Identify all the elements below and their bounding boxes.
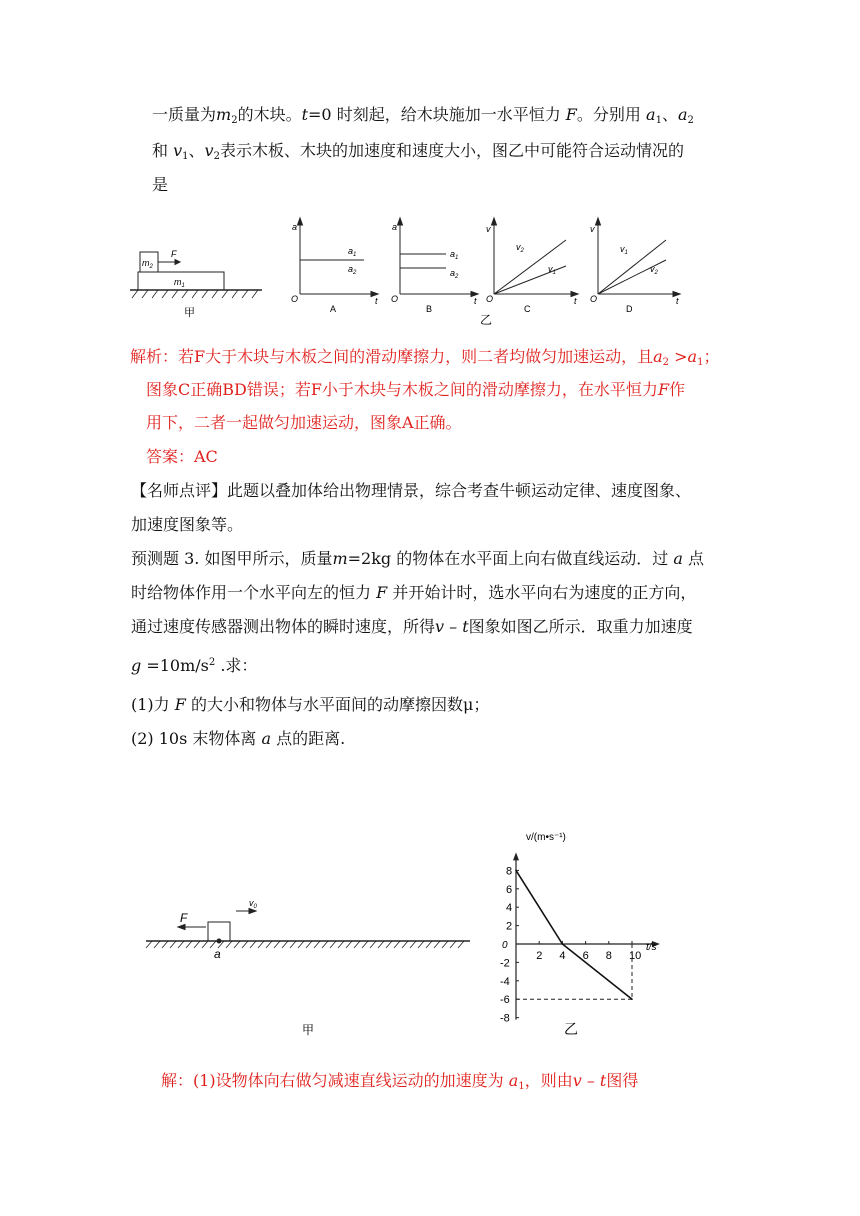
hatch-mark xyxy=(186,941,192,948)
y-tick-label: -4 xyxy=(500,975,510,988)
curve-label: $a_2$ xyxy=(450,268,459,280)
hatch-mark xyxy=(378,941,384,948)
hatch-mark xyxy=(354,941,360,948)
analysis-line2 xyxy=(146,379,685,401)
x-axis-label: t xyxy=(375,296,378,306)
hatch-mark xyxy=(266,941,272,948)
hatch-mark xyxy=(242,941,248,948)
x-tick-label: 8 xyxy=(605,950,612,962)
curve-label: $a_1$ xyxy=(450,249,459,261)
text: 并开始计时，选水平向右为速度的正方向， xyxy=(392,583,697,602)
curve-label: $v_2$ xyxy=(650,264,658,276)
sub: 2 xyxy=(687,115,694,126)
origin-label: O xyxy=(291,294,299,304)
text: 的大小和物体与水平面间的动摩擦因数μ； xyxy=(190,695,490,714)
var: a xyxy=(653,347,663,366)
chart-y-axis-label: v/(m•s⁻¹) xyxy=(526,832,566,843)
chart-x-axis-label: t/s xyxy=(646,942,657,953)
question1 xyxy=(131,694,489,716)
var: t xyxy=(301,105,309,124)
var: m xyxy=(332,549,348,568)
problem2-line1 xyxy=(152,104,694,132)
graph-letter: D xyxy=(626,304,633,314)
comment-line2 xyxy=(131,514,243,536)
m2-label: $m_2$ xyxy=(142,258,153,270)
hatch-mark xyxy=(146,941,152,948)
graph-letter: C xyxy=(524,304,531,314)
force-label: F xyxy=(180,911,188,925)
figure2 xyxy=(0,830,860,1060)
text: (2) 10s 末物体离 xyxy=(131,729,257,748)
block xyxy=(208,922,230,941)
text: 用下，二者一起做匀加速运动，图象A正确。 xyxy=(146,413,462,432)
y-axis-label: v xyxy=(486,224,491,234)
y-tick-label: -8 xyxy=(500,1012,510,1025)
text: 和 xyxy=(152,141,169,160)
curve-label: $v_2$ xyxy=(516,242,524,254)
hatch-mark xyxy=(258,941,264,948)
hatch-mark xyxy=(234,941,240,948)
hatch-mark xyxy=(450,941,456,948)
hatch-mark xyxy=(194,941,200,948)
figure1 xyxy=(0,212,860,332)
hatch-mark xyxy=(306,941,312,948)
problem3-line1 xyxy=(131,548,704,570)
hatch-mark xyxy=(418,941,424,948)
vt-series-line xyxy=(516,870,632,999)
hatch-mark xyxy=(434,941,440,948)
graph-letter: A xyxy=(330,304,337,314)
hatch-mark xyxy=(394,941,400,948)
answer-line xyxy=(146,446,218,468)
text: 是 xyxy=(152,175,169,194)
text: 、 xyxy=(188,141,205,160)
var: v xyxy=(204,141,214,160)
sub: 1 xyxy=(655,115,662,126)
x-tick-label: 2 xyxy=(536,950,543,962)
sub: 2 xyxy=(213,151,220,162)
var: F xyxy=(657,380,670,399)
var: a xyxy=(508,1071,519,1090)
jia-label-1: 甲 xyxy=(184,307,195,319)
text: 【名师点评】此题以叠加体给出物理情景，综合考查牛顿运动定律、速度图象、 xyxy=(131,481,692,500)
text: 解析：若F大于木块与木板之间的滑动摩擦力，则二者均做匀加速运动，且 xyxy=(130,347,654,366)
var: m xyxy=(216,105,232,124)
sub: 2 xyxy=(662,357,670,368)
graph-letter: B xyxy=(426,304,433,314)
text: 作 xyxy=(669,380,686,399)
y-tick-label: -6 xyxy=(500,994,510,1007)
hatch-mark xyxy=(362,941,368,948)
var: v – t xyxy=(435,617,469,636)
hatch-mark xyxy=(170,941,176,948)
var: F xyxy=(174,695,186,714)
text: 图象C正确BD错误；若F小于木块与木板之间的滑动摩擦力，在水平恒力 xyxy=(146,380,658,399)
hatch-mark xyxy=(290,941,296,948)
y-axis-label: a xyxy=(392,222,398,232)
problem2-line3 xyxy=(152,174,168,196)
hatch-mark xyxy=(314,941,320,948)
text: 加速度图象等。 xyxy=(131,515,244,534)
curve-label: $v_1$ xyxy=(620,244,628,256)
hatch-mark xyxy=(426,941,432,948)
text: 一质量为 xyxy=(152,105,217,124)
vt-data-point xyxy=(562,943,564,945)
sub: 1 xyxy=(518,1081,525,1092)
question2 xyxy=(131,728,345,750)
problem3-line4 xyxy=(131,652,257,677)
text: 解：(1)设物体向右做匀减速直线运动的加速度为 xyxy=(161,1071,504,1090)
jia-label-2: 甲 xyxy=(302,1023,315,1037)
m1-label: $m_1$ xyxy=(174,277,185,289)
hatch-mark xyxy=(298,941,304,948)
text: (1)力 xyxy=(131,695,170,714)
comment-line1 xyxy=(131,480,691,502)
x-axis-label: t xyxy=(474,296,477,306)
solution-line xyxy=(161,1070,638,1098)
y-tick-label: 6 xyxy=(506,883,513,896)
graph-d xyxy=(590,218,680,314)
text: 图象如图乙所示．取重力加速度 xyxy=(468,617,693,636)
text: 。分别用 xyxy=(576,105,641,124)
y-tick-label: 2 xyxy=(506,920,513,933)
problem3-line2 xyxy=(131,582,696,604)
text: ，则由 xyxy=(524,1071,573,1090)
hatch-mark xyxy=(178,941,184,948)
text: 、 xyxy=(661,105,678,124)
problem2-line2 xyxy=(152,140,684,168)
force-label: F xyxy=(171,249,177,259)
hatch-mark xyxy=(282,941,288,948)
hatch-mark xyxy=(346,941,352,948)
var: g xyxy=(131,656,142,675)
analysis-line3 xyxy=(146,412,462,434)
x-tick-label: 6 xyxy=(582,950,589,962)
hatch-mark xyxy=(442,941,448,948)
yi-label-2: 乙 xyxy=(564,1021,578,1037)
var: a xyxy=(677,105,688,124)
hatch-mark xyxy=(338,941,344,948)
text: 图得 xyxy=(606,1071,639,1090)
sub: 1 xyxy=(182,151,189,162)
var: F xyxy=(565,105,577,124)
graph-c xyxy=(486,218,578,314)
x-axis-label: t xyxy=(676,296,679,306)
var: F xyxy=(376,583,388,602)
problem3-line3 xyxy=(131,616,693,638)
text: 表示木板、木块的加速度和速度大小，图乙中可能符合运动情况的 xyxy=(219,141,684,160)
block-diagram xyxy=(130,252,262,298)
text: 通过速度传感器测出物体的瞬时速度，所得 xyxy=(131,617,436,636)
y-axis-label: a xyxy=(292,222,298,232)
hatch-mark xyxy=(370,941,376,948)
var: v xyxy=(173,141,183,160)
hatch-mark xyxy=(226,941,232,948)
text: > xyxy=(669,347,688,366)
point-a-label: a xyxy=(214,947,221,961)
sup: 2 xyxy=(208,657,216,668)
hatch-mark xyxy=(386,941,392,948)
vt-data-point xyxy=(631,998,633,1000)
vt-chart xyxy=(500,852,660,1024)
graph-a xyxy=(291,218,378,314)
analysis-line1 xyxy=(130,346,719,374)
origin-label: O xyxy=(391,294,399,304)
var: a xyxy=(646,105,656,124)
hatch-mark xyxy=(402,941,408,948)
chart-origin-label: 0 xyxy=(502,940,508,951)
text: 点的距离. xyxy=(276,729,346,748)
text: =2kg 的物体在水平面上向右做直线运动．过 xyxy=(347,549,669,568)
y-tick-label: -2 xyxy=(500,957,510,970)
y-axis-label: v xyxy=(590,224,595,234)
text: ； xyxy=(703,347,720,366)
text: 预测题 3. 如图甲所示，质量 xyxy=(131,549,333,568)
curve-label: $a_2$ xyxy=(348,264,357,276)
hatch-mark xyxy=(202,941,208,948)
hatch-mark xyxy=(154,941,160,948)
y-tick-label: 8 xyxy=(506,865,513,878)
sub: 2 xyxy=(231,115,238,126)
ground-hatch xyxy=(146,941,464,948)
vt-data-point xyxy=(515,870,517,872)
text: 的木块。 xyxy=(237,105,302,124)
text: =10m/s xyxy=(141,656,209,675)
hatch-mark xyxy=(330,941,336,948)
text: 点 xyxy=(687,549,704,568)
origin-label: O xyxy=(486,294,494,304)
text: =0 时刻起，给木块施加一水平恒力 xyxy=(308,105,561,124)
curve-label: $v_1$ xyxy=(548,264,556,276)
var: a xyxy=(673,549,683,568)
hatch-mark xyxy=(458,941,464,948)
yi-label-1: 乙 xyxy=(480,313,493,327)
hatch-mark xyxy=(410,941,416,948)
hatch-mark xyxy=(162,941,168,948)
v0-label: $v_0$ xyxy=(249,898,257,910)
curve-label: $a_1$ xyxy=(348,246,357,258)
hatch-mark xyxy=(322,941,328,948)
origin-label: O xyxy=(590,294,598,304)
text: 时给物体作用一个水平向左的恒力 xyxy=(131,583,372,602)
x-tick-label: 4 xyxy=(559,950,566,962)
x-tick-label: 10 xyxy=(629,950,642,962)
block-scene xyxy=(146,909,470,949)
chart-y-arrow xyxy=(513,852,519,860)
x-axis-label: t xyxy=(574,296,577,306)
text: .求： xyxy=(215,656,258,675)
answer: 答案：AC xyxy=(146,447,218,466)
var: a xyxy=(261,729,272,748)
var: a xyxy=(687,347,698,366)
y-tick-label: 4 xyxy=(506,902,513,915)
var: v – t xyxy=(572,1071,607,1090)
hatch-mark xyxy=(274,941,280,948)
graph-b xyxy=(391,218,478,314)
hatch-mark xyxy=(250,941,256,948)
sub: 1 xyxy=(697,357,704,368)
